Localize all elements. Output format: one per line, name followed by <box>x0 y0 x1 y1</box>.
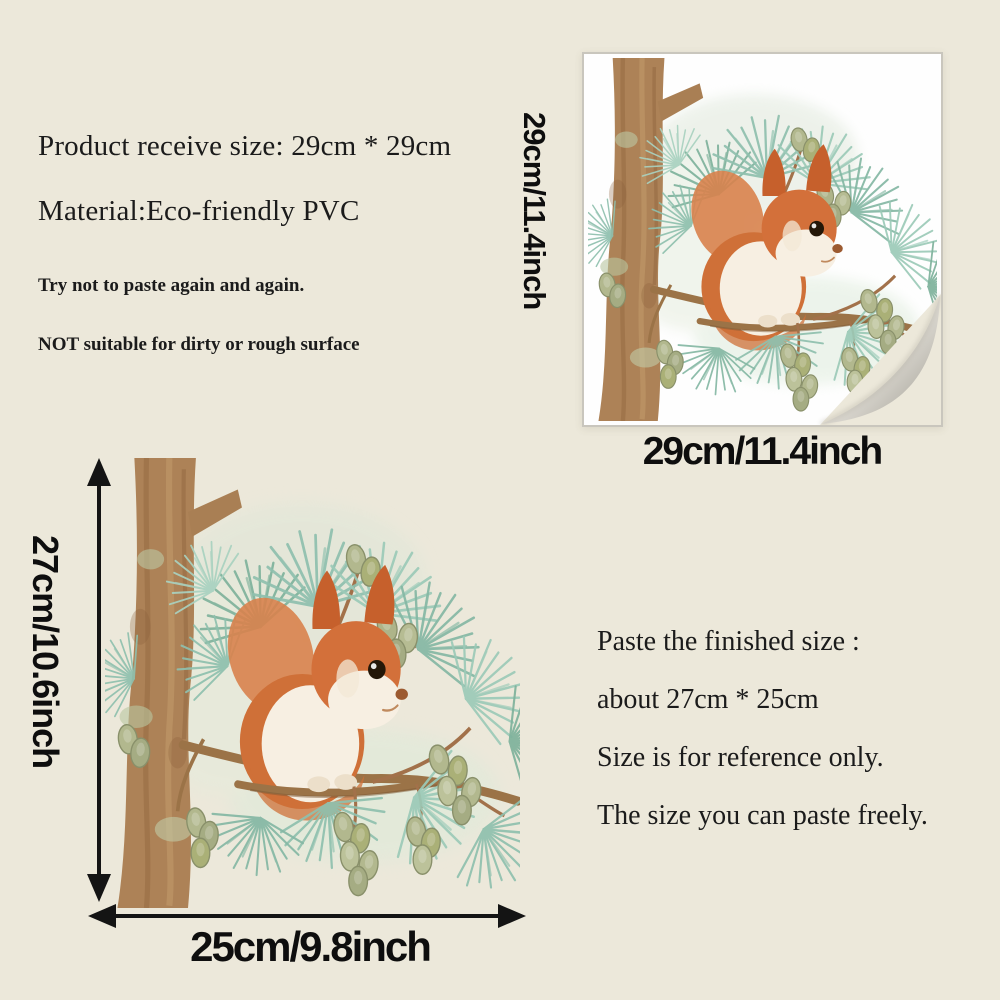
product-size-line: Product receive size: 29cm * 29cm <box>38 130 452 162</box>
height-dimension-arrow <box>78 456 120 904</box>
material-line: Material:Eco-friendly PVC <box>38 195 360 227</box>
pasted-sticker-illustration <box>105 458 520 908</box>
reference-note: Size is for reference only. <box>597 742 884 773</box>
freely-note: The size you can paste freely. <box>597 800 928 831</box>
product-info-block <box>38 130 451 356</box>
paste-width-label: 25cm/9.8inch <box>190 923 430 970</box>
paste-size-value: about 27cm * 25cm <box>597 684 819 715</box>
page-curl-icon <box>584 54 941 425</box>
paste-size-title: Paste the finished size : <box>597 626 860 657</box>
sheet-height-label: 29cm/11.4inch <box>517 112 552 310</box>
paste-info-block <box>597 626 928 832</box>
sheet-width-label: 29cm/11.4inch <box>642 430 882 473</box>
sticker-sheet <box>582 52 943 427</box>
paste-height-label: 27cm/10.6inch <box>25 535 66 769</box>
usage-note-1: Try not to paste again and again. <box>38 275 305 296</box>
usage-note-2: NOT suitable for dirty or rough surface <box>38 334 360 355</box>
